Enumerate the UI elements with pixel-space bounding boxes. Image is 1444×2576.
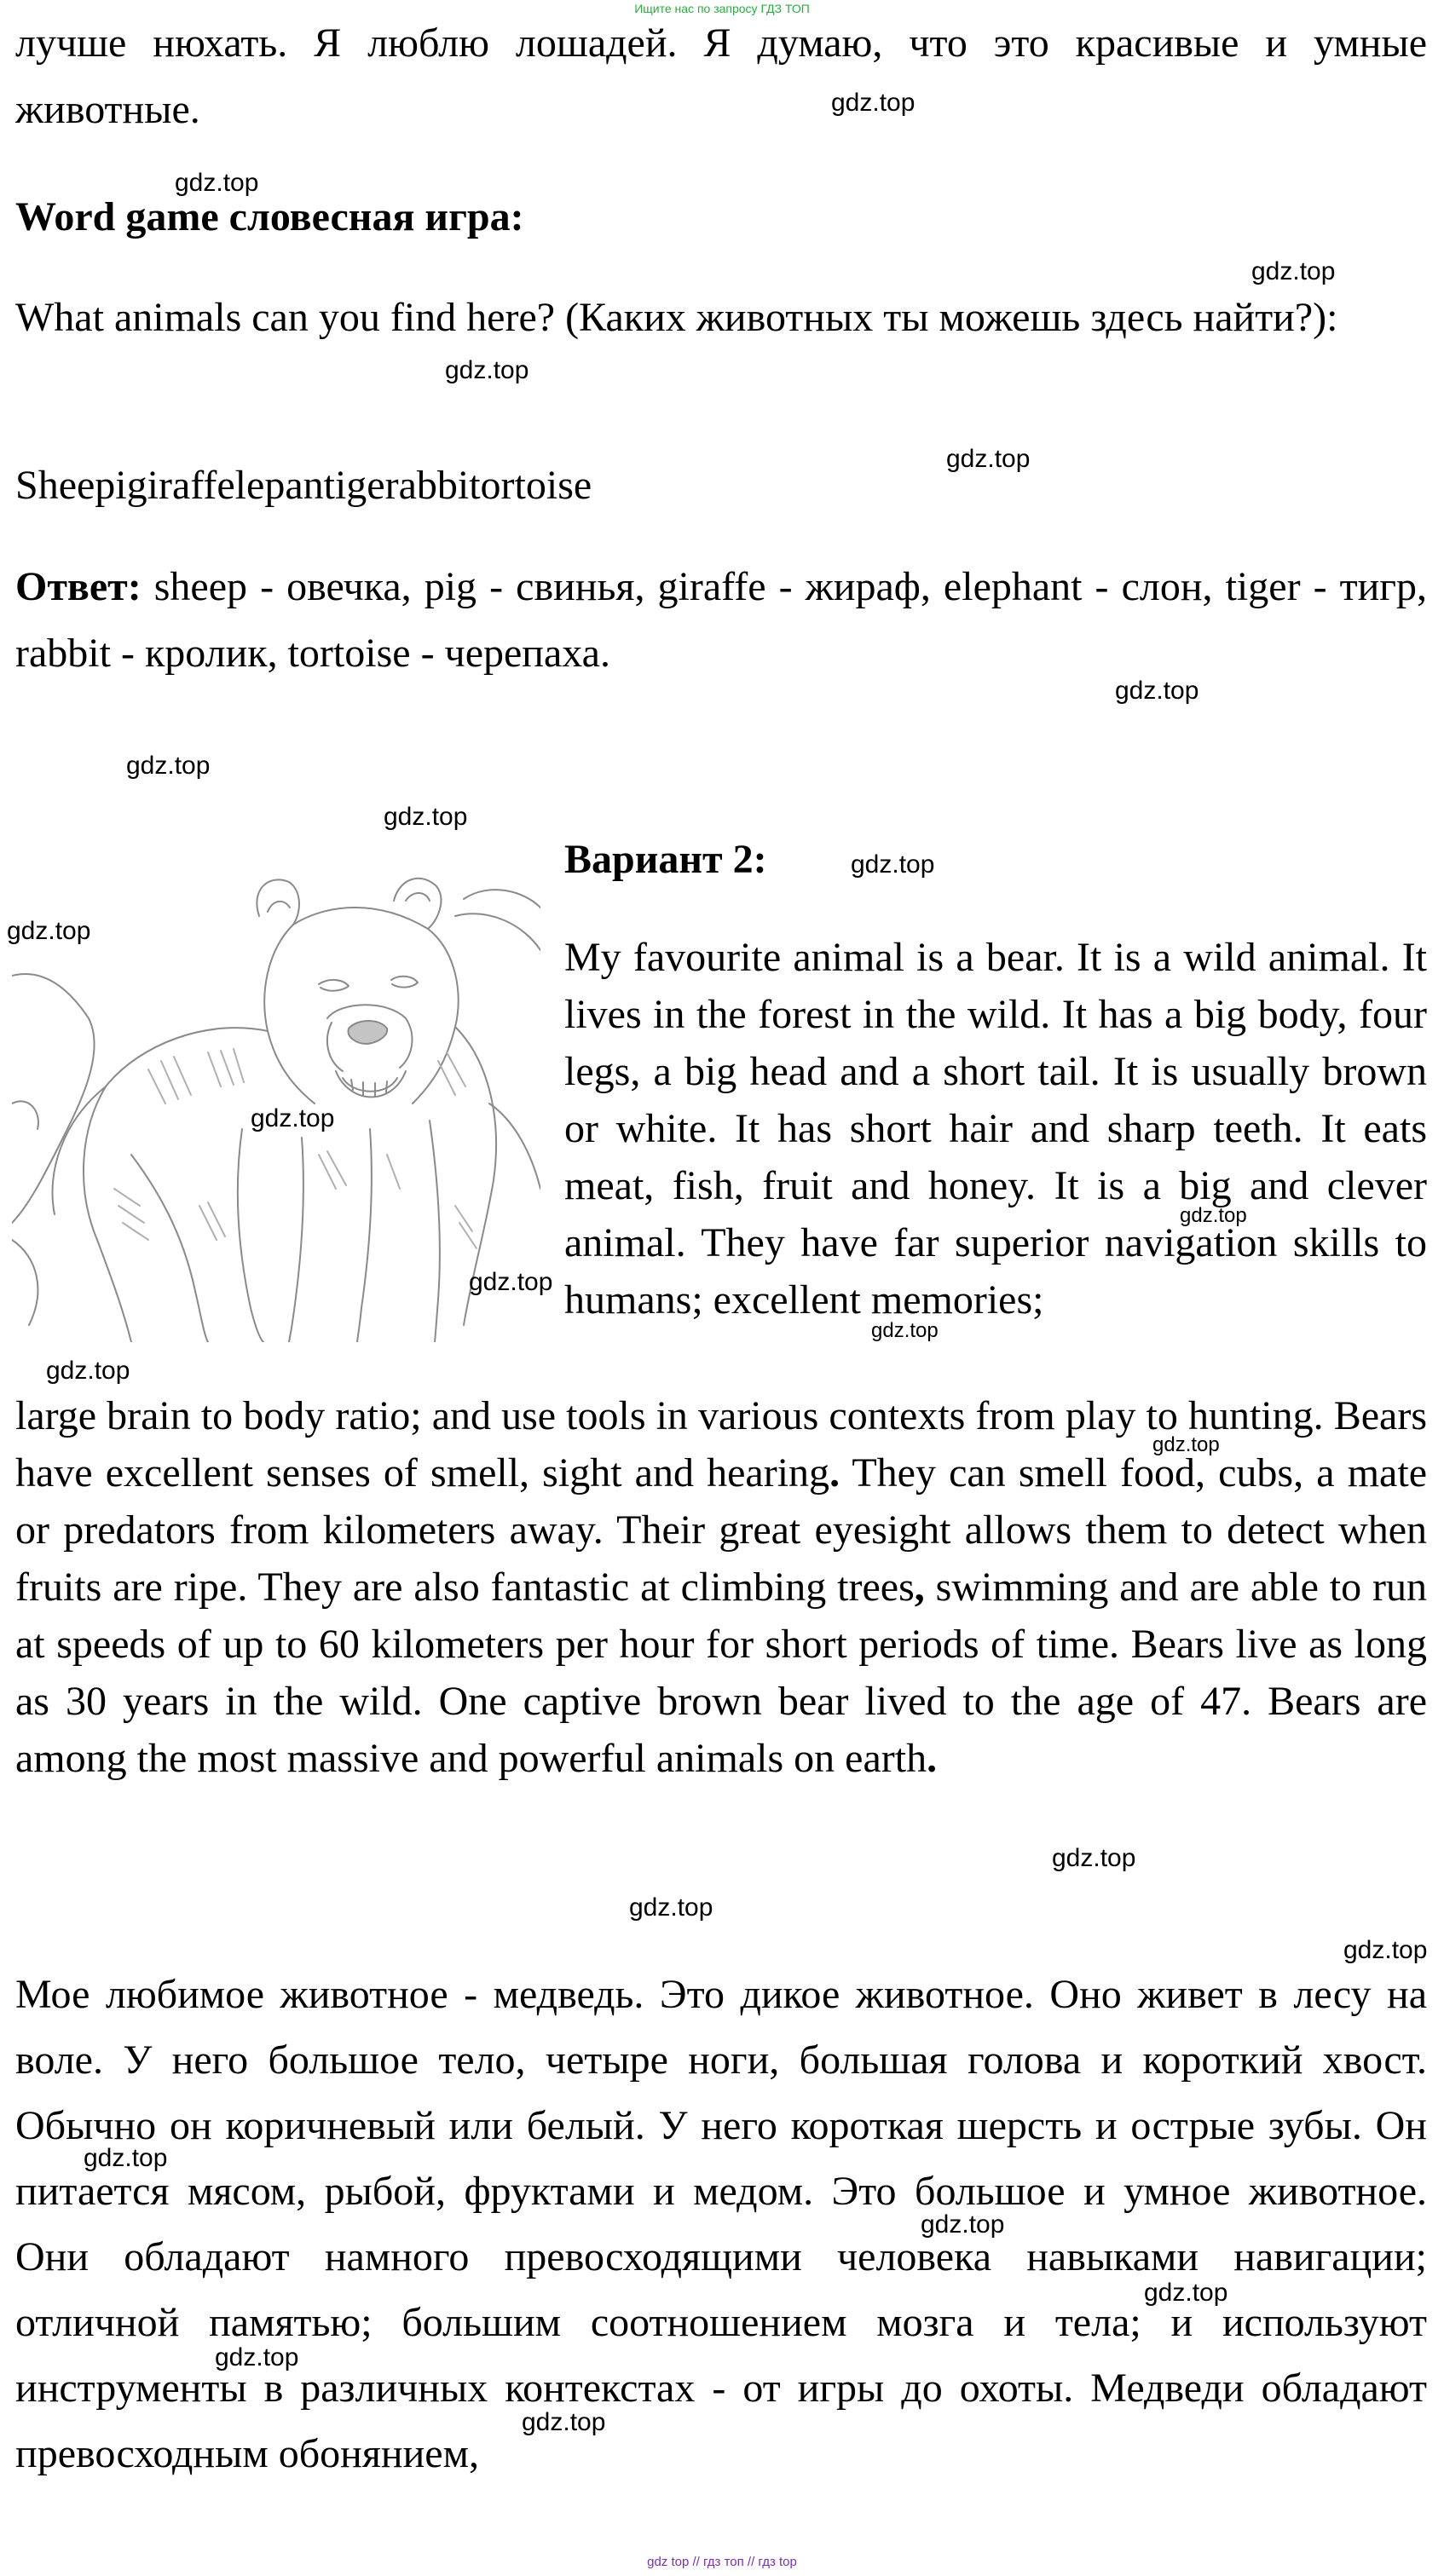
watermark: gdz.top [1144,2279,1228,2307]
bold-period-2: . [927,1736,938,1781]
watermark: gdz.top [522,2408,606,2436]
watermark: gdz.top [251,1104,335,1132]
watermark: gdz.top [84,2144,168,2172]
word-game-puzzle: Sheepigiraffelepantigerabbitortoise [15,463,592,508]
word-game-heading: Word game словесная игра: [15,194,524,239]
watermark: gdz.top [629,1893,713,1922]
bold-period-1: . [829,1450,840,1495]
watermark: gdz.top [831,89,915,117]
bottom-banner[interactable]: gdz top // гдз топ // гдз top [647,2555,797,2569]
top-banner[interactable]: Ищите нас по запросу ГДЗ ТОП [634,2,810,15]
variant2-side-text: My favourite animal is a bear. It is a wild animal. It lives in the forest in the wild. It has a big body, four legs, a big head and a short tail. It is usually brown or white. It has short hair and sharp teeth. It eats meat, fish, fruit and honey. It is a big and clever animal. They have far superior navigation skills to humans; excellent memories; [564,935,1427,1323]
answer-text: sheep - овечка, pig - свинья, giraffe - жираф, elephant - слон, tiger - тигр, rabbit - кролик, tortoise - черепаха. [15,564,1427,676]
variant2-heading: Вариант 2: [564,837,767,882]
watermark: gdz.top [871,1319,939,1342]
bear-sketch-image [12,848,540,1342]
watermark: gdz.top [126,752,211,780]
watermark: gdz.top [445,356,529,384]
watermark: gdz.top [7,917,91,945]
word-game-question: What animals can you find here? (Каких животных ты можешь здесь найти?): [15,295,1338,340]
bold-comma: , [914,1565,925,1610]
watermark: gdz.top [384,803,468,831]
watermark: gdz.top [175,169,259,197]
watermark: gdz.top [469,1268,553,1296]
watermark: gdz.top [1180,1204,1247,1227]
full-text-a: large brain to body ratio; and use tools in various contexts from play to hunting. Bears have excellent senses of smell, sight and hearing [15,1393,1427,1495]
watermark: gdz.top [1343,1936,1428,1964]
watermark: gdz.top [851,850,935,879]
watermark: gdz.top [946,445,1031,473]
watermark: gdz.top [1251,257,1336,285]
watermark: gdz.top [215,2343,299,2371]
intro-paragraph: лучше нюхать. Я люблю лошадей. Я думаю, что это красивые и умные животные. [15,20,1427,132]
word-game-answer [15,554,1427,687]
watermark: gdz.top [46,1357,130,1385]
watermark: gdz.top [1152,1433,1220,1456]
watermark: gdz.top [1052,1844,1136,1872]
full-text-b: They can smell food, cubs, a mate or predators from kilometers away. Their great eyesight allows them to detect when fruits are ripe. They are also fantastic at climbing trees [15,1450,1427,1610]
full-text-c: swimming and are able to run at speeds of up to 60 kilometers per hour for short periods of time. Bears live as long as 30 years in the wild. One captive brown bear lived to the age of 47. Bears are among the most massive and powerful animals on earth [15,1565,1427,1781]
russian-translation: Мое любимое животное - медведь. Это дикое животное. Оно живет в лесу на воле. У него большое тело, четыре ноги, большая голова и короткий хвост. Обычно он коричневый или белый. У него короткая шерсть и острые зубы. Он питается мясом, рыбой, фруктами и медом. Это большое и умное животное. Они обладают намного превосходящими человека навыками навигации; отличной памятью; большим соотношением мозга и тела; и используют инструменты в различных контекстах - от игры до охоты. Медведи обладают превосходным обонянием, [15,1972,1427,2476]
watermark: gdz.top [921,2210,1005,2239]
answer-label: Ответ: [15,564,142,609]
watermark: gdz.top [1115,677,1199,705]
